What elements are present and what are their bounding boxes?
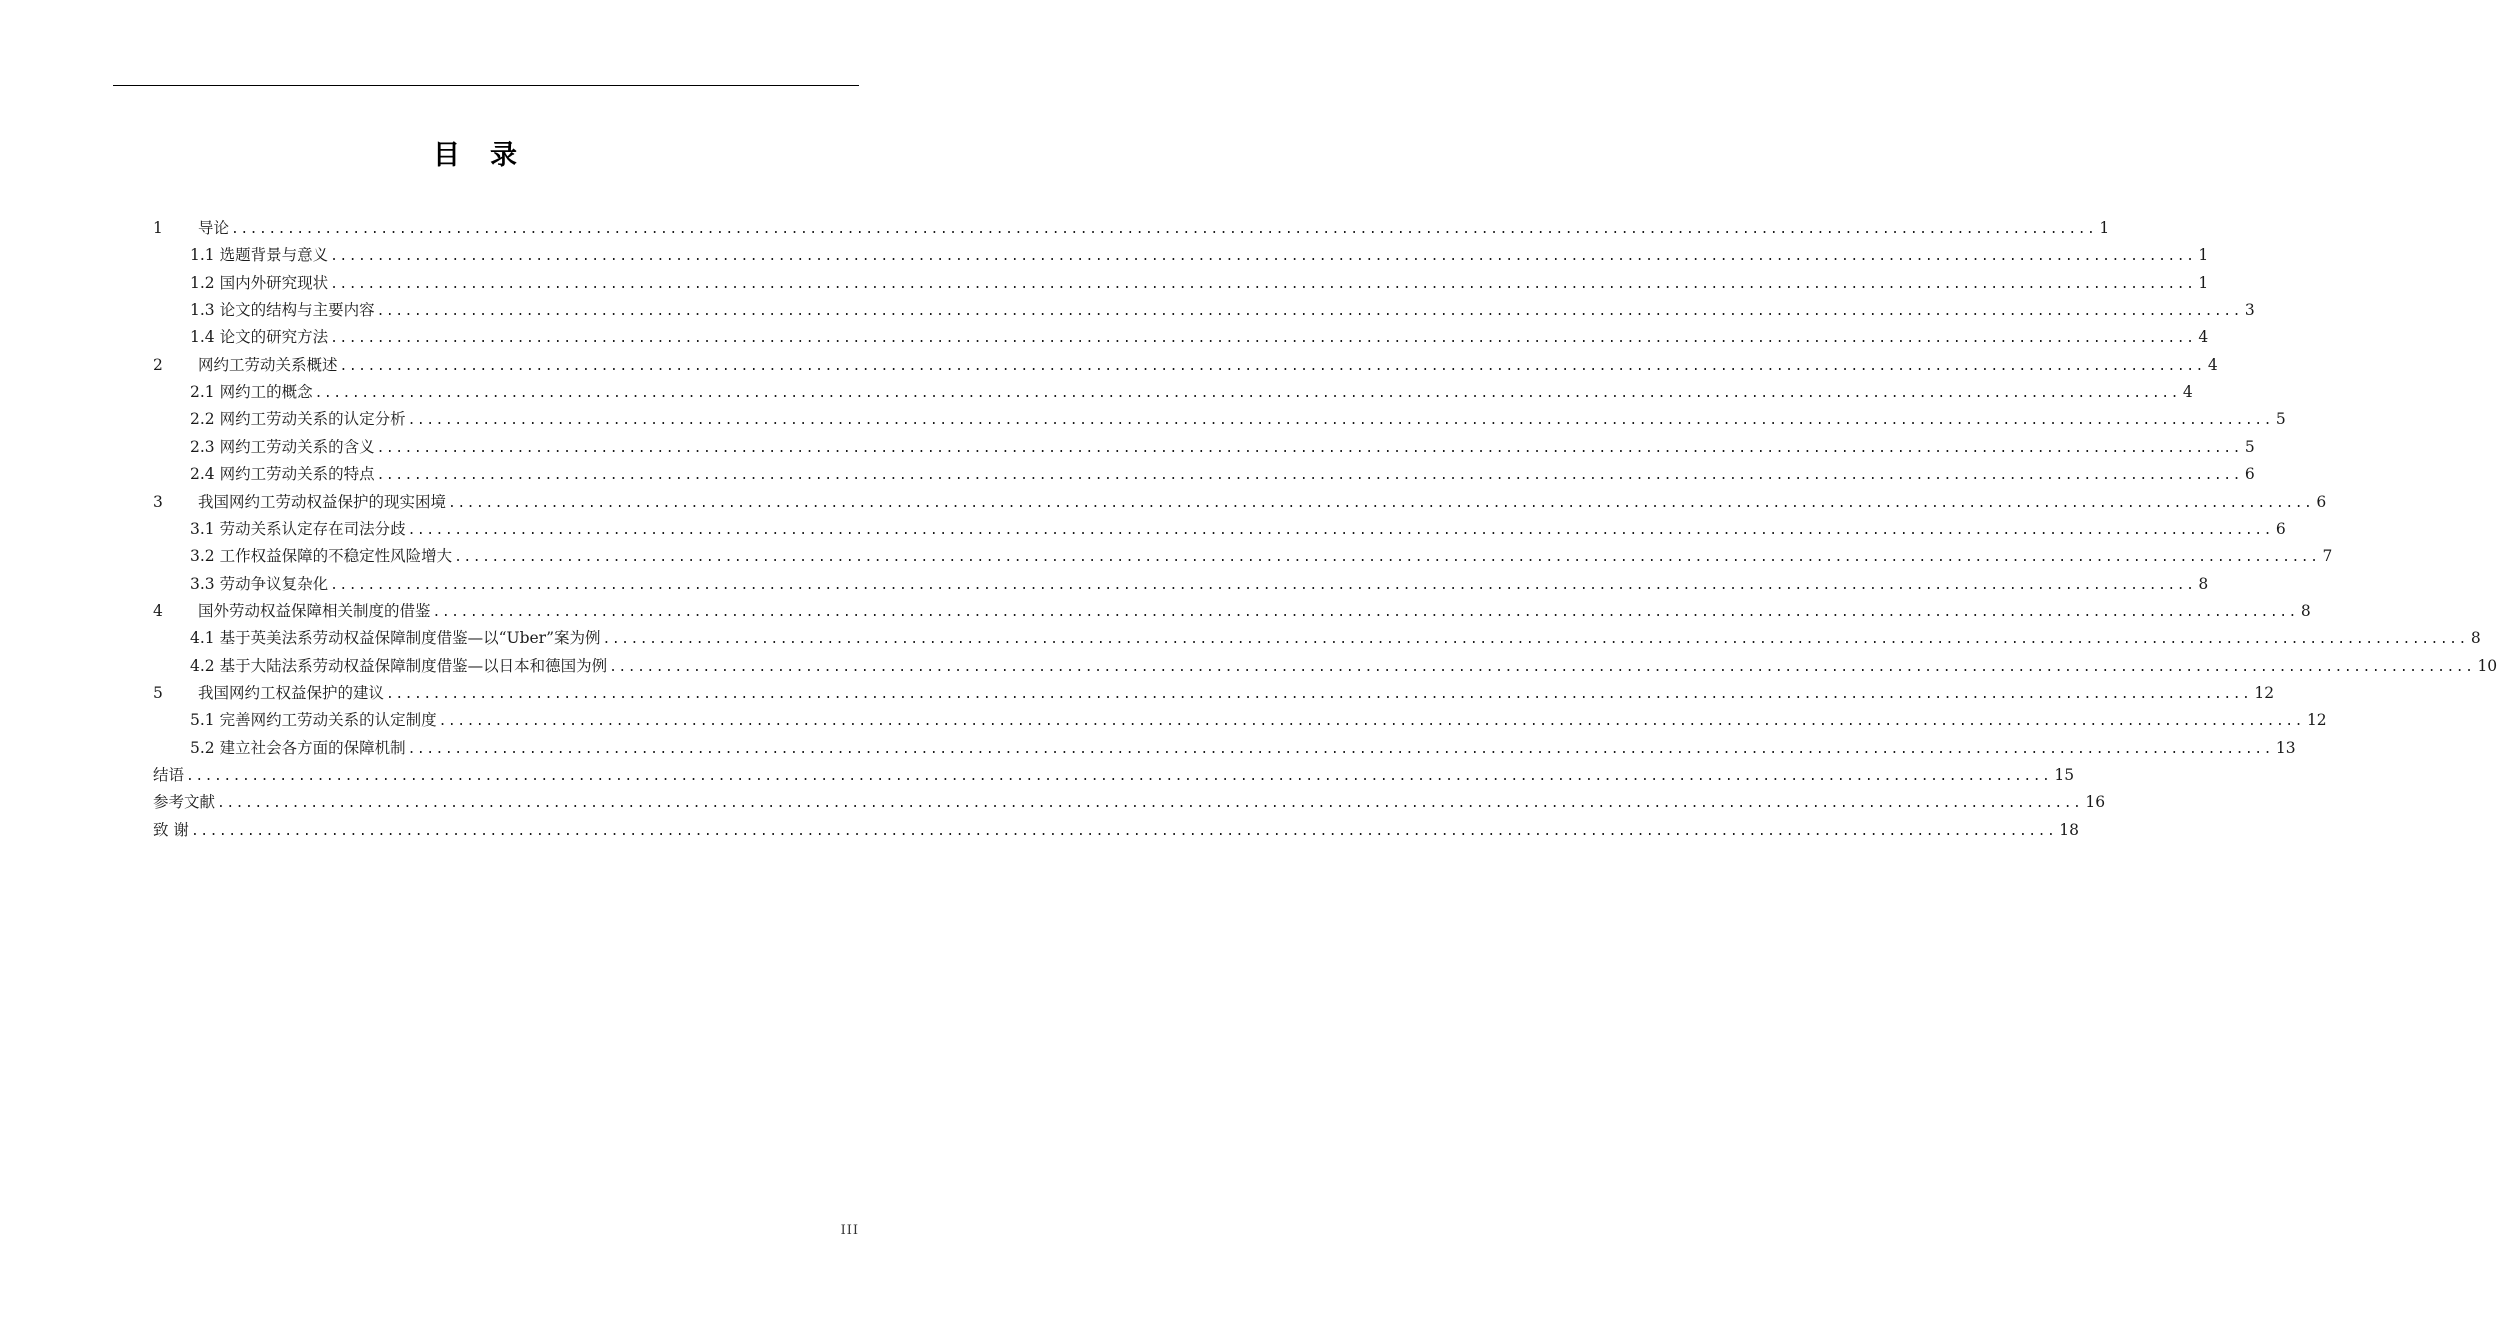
toc-entry-page: 6 xyxy=(2275,519,2286,538)
toc-entry-title: 致 谢 xyxy=(153,820,189,839)
toc-entry[interactable] xyxy=(190,516,2286,543)
toc-entry[interactable] xyxy=(190,270,2209,297)
toc-leader-dots: ........................................................................................................................................................................................................ xyxy=(314,386,2180,402)
toc-entry-page: 1 xyxy=(2198,273,2209,292)
toc-entry-title: 1.3 论文的结构与主要内容 xyxy=(190,301,375,320)
toc-leader-dots: ........................................................................................................................................................................................................ xyxy=(454,550,2320,566)
toc-leader-dots: ........................................................................................................................................................................................................ xyxy=(330,331,2196,347)
toc-entry-number: 3 xyxy=(153,492,163,511)
toc-entry-page: 16 xyxy=(2085,793,2106,812)
footer-page-number: III xyxy=(840,1223,859,1238)
toc-entry-page: 12 xyxy=(2254,683,2275,702)
toc-leader-dots: ........................................................................................................................................................................................................ xyxy=(231,222,2097,237)
toc-entry-title: 2.1 网约工的概念 xyxy=(190,383,313,402)
toc-entry[interactable] xyxy=(153,352,2218,379)
toc-entry[interactable] xyxy=(190,406,2286,433)
toc-entry-page: 5 xyxy=(2275,410,2286,429)
toc-entry[interactable] xyxy=(190,324,2209,351)
toc-entry-title: 5.2 建立社会各方面的保障机制 xyxy=(190,738,406,757)
toc-leader-dots: ........................................................................................................................................................................................................ xyxy=(609,659,2475,675)
toc-entry-page: 3 xyxy=(2244,301,2255,320)
toc-leader-dots: ........................................................................................................................................................................................................ xyxy=(407,741,2273,757)
toc-entry[interactable] xyxy=(190,242,2209,269)
toc-title-left: 目 xyxy=(433,140,460,171)
toc-entry-title: 网约工劳动关系概述 xyxy=(198,355,338,374)
toc-entry-page: 4 xyxy=(2207,355,2218,374)
toc-entry-page: 7 xyxy=(2322,547,2333,566)
toc-leader-dots: ........................................................................................................................................................................................................ xyxy=(407,522,2273,538)
toc-entry[interactable] xyxy=(190,707,2327,734)
toc-entry-page: 6 xyxy=(2244,465,2255,484)
toc-entry-page: 1 xyxy=(2198,246,2209,265)
toc-entry[interactable] xyxy=(153,489,2327,516)
toc-entry-page: 6 xyxy=(2316,492,2327,511)
toc-entry-page: 4 xyxy=(2182,383,2193,402)
header-rule xyxy=(113,85,859,86)
toc-title-right: 录 xyxy=(490,140,517,171)
toc-entry-title: 参考文献 xyxy=(153,793,216,812)
toc-entry[interactable] xyxy=(190,434,2255,461)
toc-entry-page: 8 xyxy=(2470,629,2481,648)
toc-entry-title: 4.2 基于大陆法系劳动权益保障制度借鉴—以日本和德国为例 xyxy=(190,656,608,675)
toc-entry-title: 3.3 劳动争议复杂化 xyxy=(190,574,329,593)
toc-entry[interactable] xyxy=(190,735,2296,762)
toc-entry-number: 4 xyxy=(153,601,163,620)
toc-leader-dots: ........................................................................................................................................................................................................ xyxy=(217,796,2083,812)
toc-entry-title: 5.1 完善网约工劳动关系的认定制度 xyxy=(190,711,437,730)
toc-leader-dots: ........................................................................................................................................................................................................ xyxy=(330,249,2196,265)
toc-entry[interactable] xyxy=(153,215,2110,242)
toc-leader-dots: ........................................................................................................................................................................................................ xyxy=(407,413,2273,429)
toc-entry-title: 1.2 国内外研究现状 xyxy=(190,273,329,292)
toc-leader-dots: ........................................................................................................................................................................................................ xyxy=(386,686,2252,702)
toc-leader-dots: ........................................................................................................................................................................................................ xyxy=(438,714,2304,730)
toc-leader-dots: ........................................................................................................................................................................................................ xyxy=(376,304,2242,320)
toc-leader-dots: ........................................................................................................................................................................................................ xyxy=(448,495,2314,511)
toc-entry-title: 我国网约工权益保护的建议 xyxy=(198,683,385,702)
toc-entry-number: 2 xyxy=(153,355,163,374)
toc-entry-page: 4 xyxy=(2198,328,2209,347)
toc-entry-title: 4.1 基于英美法系劳动权益保障制度借鉴—以“Uber”案为例 xyxy=(190,629,601,648)
toc-title xyxy=(0,133,950,172)
toc-entry[interactable] xyxy=(190,297,2255,324)
toc-entry-page: 15 xyxy=(2054,766,2075,784)
toc-entry[interactable] xyxy=(153,817,2080,844)
toc-entry[interactable] xyxy=(190,379,2193,406)
toc-entry-title: 我国网约工劳动权益保护的现实困境 xyxy=(198,492,447,511)
toc-entry-page: 1 xyxy=(2099,219,2110,237)
toc-entry-page: 12 xyxy=(2306,711,2327,730)
toc-entry[interactable] xyxy=(190,543,2333,570)
toc-entry[interactable] xyxy=(153,762,2075,789)
toc-entry-title: 1.4 论文的研究方法 xyxy=(190,328,329,347)
toc-entry-page: 10 xyxy=(2477,656,2497,675)
toc-entry[interactable] xyxy=(190,461,2255,488)
toc-entry-title: 结语 xyxy=(153,766,185,784)
toc-entry-number: 5 xyxy=(153,683,163,702)
toc-entry-page: 8 xyxy=(2198,574,2209,593)
toc-entry-page: 18 xyxy=(2059,820,2080,839)
toc-entry-title: 导论 xyxy=(198,219,230,237)
toc-leader-dots: ........................................................................................................................................................................................................ xyxy=(330,577,2196,593)
toc-entry[interactable] xyxy=(190,571,2209,598)
toc-entry-title: 3.1 劳动关系认定存在司法分歧 xyxy=(190,519,406,538)
toc-leader-dots: ........................................................................................................................................................................................................ xyxy=(376,440,2242,456)
toc-entry-title: 3.2 工作权益保障的不稳定性风险增大 xyxy=(190,547,453,566)
toc-entry[interactable] xyxy=(153,598,2311,625)
toc-leader-dots: ........................................................................................................................................................................................................ xyxy=(330,276,2196,292)
toc-leader-dots: ........................................................................................................................................................................................................ xyxy=(339,358,2205,374)
toc-entry-page: 13 xyxy=(2275,738,2296,757)
toc-entry[interactable] xyxy=(190,625,2481,652)
toc-entry-number: 1 xyxy=(153,219,163,237)
toc-entry-title: 2.4 网约工劳动关系的特点 xyxy=(190,465,375,484)
toc-entry-title: 1.1 选题背景与意义 xyxy=(190,246,329,265)
toc-leader-dots: ........................................................................................................................................................................................................ xyxy=(376,468,2242,484)
toc-entry-title: 国外劳动权益保障相关制度的借鉴 xyxy=(198,601,431,620)
toc-leader-dots: ........................................................................................................................................................................................................ xyxy=(602,632,2468,648)
toc-entry[interactable] xyxy=(153,680,2275,707)
toc-leader-dots: ........................................................................................................................................................................................................ xyxy=(186,769,2052,784)
toc-entry-title: 2.2 网约工劳动关系的认定分析 xyxy=(190,410,406,429)
toc-entry-page: 8 xyxy=(2300,601,2311,620)
toc-entry[interactable] xyxy=(153,789,2106,816)
toc-leader-dots: ........................................................................................................................................................................................................ xyxy=(190,823,2057,839)
toc-entry-title: 2.3 网约工劳动关系的含义 xyxy=(190,437,375,456)
toc-leader-dots: ........................................................................................................................................................................................................ xyxy=(432,604,2298,620)
toc-entry-page: 5 xyxy=(2244,437,2255,456)
toc-entry[interactable] xyxy=(190,653,2497,680)
